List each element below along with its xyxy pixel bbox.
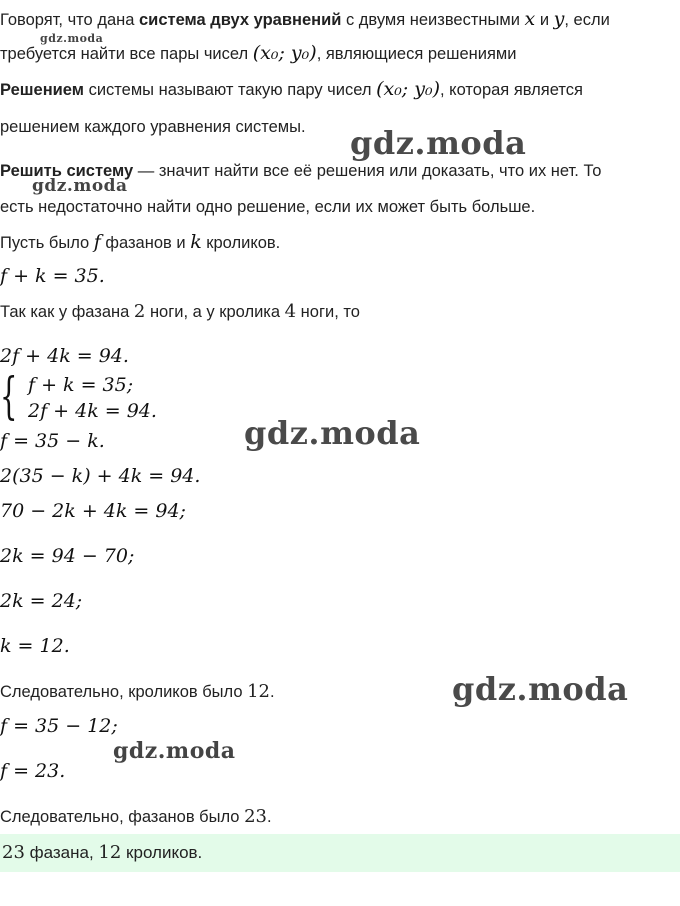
solution-text: системы называют такую пару чисел [83,81,377,99]
solution-text: решением каждого уравнения системы. [0,118,306,136]
step-4: 2k = 94 − 70; [0,545,135,567]
intro-line-1 [0,8,610,31]
step-1: f = 35 − k. [0,430,105,452]
pair-formula: (x₀; y₀) [376,78,441,100]
intro-text: Говорят, что дана [0,11,139,29]
step-2: 2(35 − k) + 4k = 94. [0,465,201,487]
text: . [266,808,272,826]
text: Следовательно, фазанов было [0,808,245,826]
rabbits-line [0,681,275,703]
system-row-1: f + k = 35; [28,374,134,396]
solution-def-line-2 [0,116,306,138]
system-brace: { [0,367,18,425]
text: Следовательно, кроликов было [0,683,248,701]
answer-box [0,834,680,872]
intro-text: , если [564,11,610,29]
step-3: 70 − 2k + 4k = 94; [0,500,186,522]
pair-formula: (x₀; y₀) [252,42,317,64]
text: Пусть было [0,234,94,252]
watermark: gdz.moda [113,738,236,764]
intro-text: с двумя неизвестными [341,11,525,29]
intro-line-2 [0,42,516,65]
step-6: k = 12. [0,635,70,657]
answer-text [2,842,202,863]
legs-line [0,301,360,323]
number: 23 [2,842,25,863]
number: 12 [247,681,271,702]
watermark: gdz.moda [350,124,527,162]
text: ноги, то [296,303,360,321]
watermark: gdz.moda [32,176,128,196]
system-row-2: 2f + 4k = 94. [28,400,157,422]
step-7: f = 35 − 12; [0,715,118,737]
text: фазана, [24,843,99,862]
intro-text: требуется найти все пары чисел [0,45,253,63]
number: 12 [98,842,122,863]
solve-text: есть недостаточно найти одно решение, если их может быть больше. [0,198,536,216]
text: кроликов. [121,843,203,862]
text: Так как у фазана [0,303,134,321]
watermark: gdz.moda [244,414,421,452]
intro-text: и [535,11,554,29]
number: 23 [244,806,267,827]
var-k: k [190,231,202,253]
step-5: 2k = 24; [0,590,83,612]
let-line [0,231,280,254]
watermark: gdz.moda [452,670,629,708]
text: . [270,683,275,701]
var-x: x [524,8,536,30]
watermark: gdz.moda [40,32,104,45]
solve-def-line-2 [0,196,535,218]
solution-def-line-1 [0,78,583,101]
text: кроликов. [201,234,281,252]
solve-term: Решить систему [0,162,134,180]
solve-text: — значит найти все её решения или доказать, что их нет. То [133,162,602,180]
var-y: y [553,8,565,30]
var-f: f [93,231,101,253]
pheasants-line [0,806,272,828]
solution-text: , которая является [440,81,583,99]
step-8: f = 23. [0,760,66,782]
solution-term: Решением [0,81,84,99]
equation-1: f + k = 35. [0,265,105,287]
equation-2: 2f + 4k = 94. [0,345,129,367]
text: фазанов и [100,234,191,252]
number: 4 [284,301,297,322]
number: 2 [133,301,146,322]
text: ноги, а у кролика [145,303,285,321]
intro-text: , являющиеся решениями [316,45,517,63]
intro-term: система двух уравнений [139,11,342,29]
